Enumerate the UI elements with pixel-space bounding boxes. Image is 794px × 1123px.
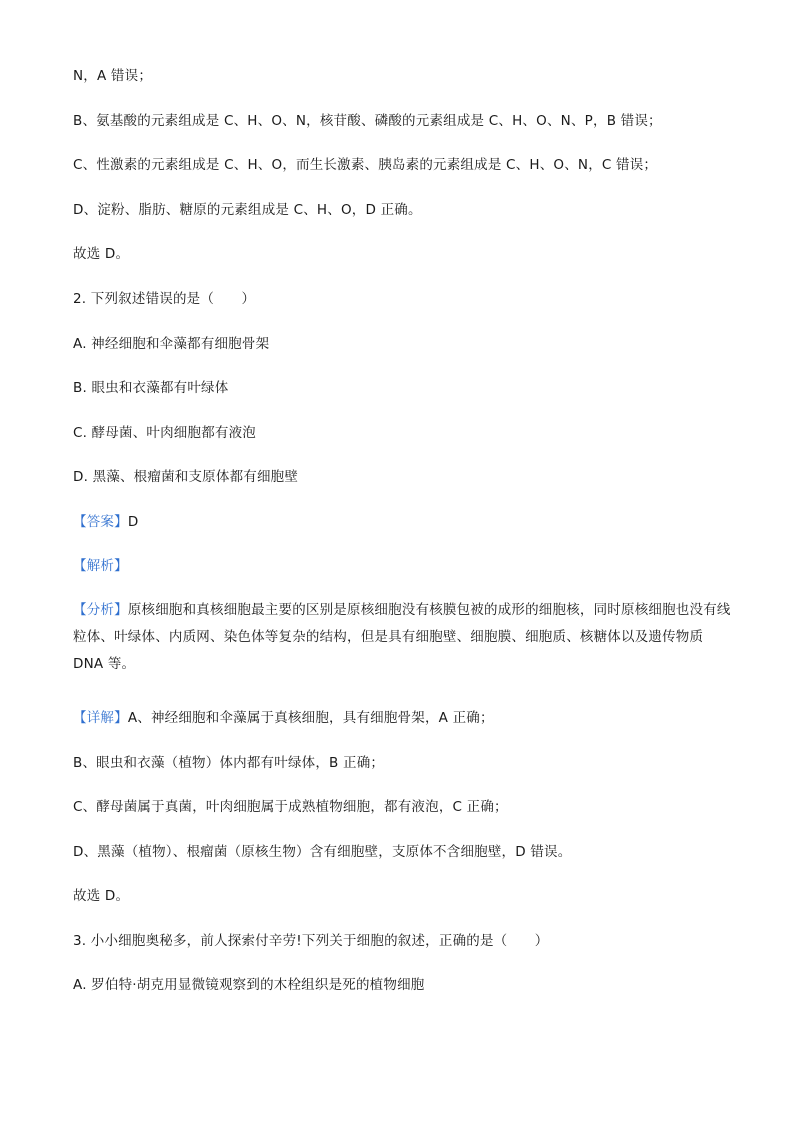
conclusion-line: 故选 D。	[73, 888, 130, 904]
xiangjie-tag: 【详解】	[73, 710, 128, 726]
fenxi-tag: 【分析】	[73, 602, 128, 618]
fenxi-text: 原核细胞和真核细胞最主要的区别是原核细胞没有核膜包被的成形的细胞核，同时原核细胞也没有线粒体、叶绿体、内质网、染色体等复杂的结构，但是具有细胞壁、细胞膜、细胞质、核糖体以及遗传物质 DNA 等。	[73, 602, 731, 672]
xiangjie-line-c: C、酵母菌属于真菌，叶肉细胞属于成熟植物细胞，都有液泡，C 正确；	[73, 799, 508, 815]
question-2-option-c: C. 酵母菌、叶肉细胞都有液泡	[73, 425, 257, 441]
answer-value: D	[127, 514, 139, 530]
question-2-option-a: A. 神经细胞和伞藻都有细胞骨架	[73, 336, 270, 352]
text-line: D、淀粉、脂肪、糖原的元素组成是 C、H、O，D 正确。	[73, 202, 422, 218]
text-line: N，A 错误；	[73, 68, 153, 84]
text-line: B、氨基酸的元素组成是 C、H、O、N，核苷酸、磷酸的元素组成是 C、H、O、N、P，B 错误；	[73, 113, 662, 129]
question-2-option-b: B. 眼虫和衣藻都有叶绿体	[73, 380, 229, 396]
text-line: 故选 D。	[73, 246, 130, 262]
analysis-line	[73, 556, 734, 576]
fenxi-paragraph	[73, 597, 734, 678]
analysis-tag: 【解析】	[73, 558, 128, 574]
question-3-stem: 3. 小小细胞奥秘多，前人探索付辛劳!下列关于细胞的叙述，正确的是（ ）	[73, 933, 549, 949]
xiangjie-line-b: B、眼虫和衣藻（植物）体内都有叶绿体，B 正确；	[73, 755, 385, 771]
question-2-stem: 2. 下列叙述错误的是（ ）	[73, 291, 256, 307]
answer-tag: 【答案】	[73, 514, 128, 530]
xiangjie-line	[73, 708, 734, 728]
text-line: C、性激素的元素组成是 C、H、O，而生长激素、胰岛素的元素组成是 C、H、O、N，C 错误；	[73, 157, 658, 173]
answer-line	[73, 512, 734, 532]
question-3-option-a: A. 罗伯特·胡克用显微镜观察到的木栓组织是死的植物细胞	[73, 977, 425, 993]
xiangjie-line-a: A、神经细胞和伞藻属于真核细胞，具有细胞骨架，A 正确；	[127, 710, 494, 726]
xiangjie-line-d: D、黑藻（植物）、根瘤菌（原核生物）含有细胞壁，支原体不含细胞壁，D 错误。	[73, 844, 572, 860]
question-2-option-d: D. 黑藻、根瘤菌和支原体都有细胞壁	[73, 469, 299, 485]
